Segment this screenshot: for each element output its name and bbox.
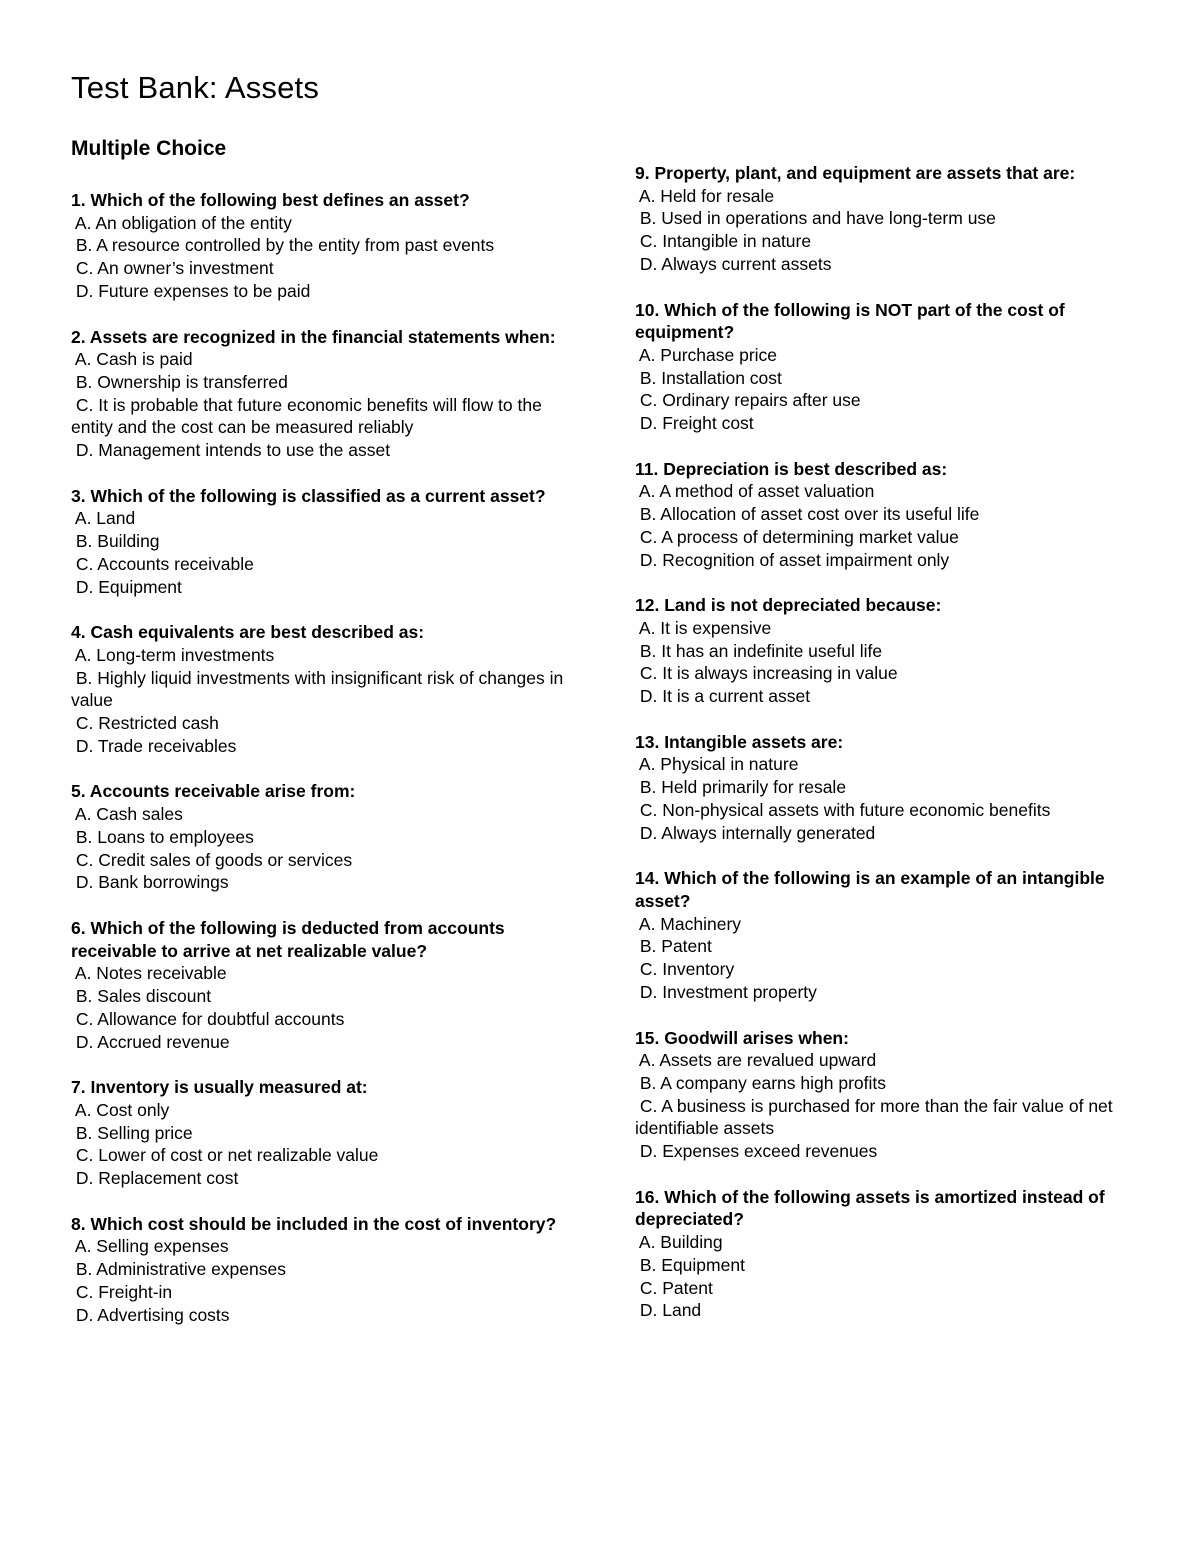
answer-option: D. Equipment (75, 576, 182, 597)
question-block (635, 162, 1130, 276)
answer-option: D. Always current assets (639, 253, 832, 274)
answer-option: B. A resource controlled by the entity from past events (75, 235, 495, 256)
answer-option: A. Long-term investments (74, 644, 275, 665)
answer-option: D. Expenses exceed revenues (639, 1141, 878, 1162)
question-text: 1. Which of the following best defines an asset? (71, 190, 470, 210)
question-text: 11. Depreciation is best described as: (635, 458, 948, 479)
answer-options (71, 212, 566, 303)
answer-option: C. Ordinary repairs after use (639, 390, 861, 411)
question-text: 3. Which of the following is classified as a current asset? (71, 485, 546, 506)
answer-option: B. Patent (639, 936, 712, 957)
question-block (71, 1213, 566, 1327)
answer-option: B. Allocation of asset cost over its useful life (639, 504, 980, 525)
answer-options (71, 644, 566, 758)
question-block (635, 1027, 1130, 1163)
answer-option: C. An owner’s investment (75, 258, 274, 279)
answer-options (635, 913, 1130, 1004)
answer-option: B. Used in operations and have long-term use (639, 208, 996, 229)
answer-option: C. Allowance for doubtful accounts (75, 1008, 345, 1029)
question-block (71, 621, 566, 757)
answer-option: B. Building (75, 531, 160, 552)
right-column (635, 162, 1130, 1345)
answer-option: B. Sales discount (75, 986, 212, 1007)
answer-option: C. A business is purchased for more than the fair value of net identifiable assets (635, 1095, 1113, 1139)
question-block (71, 485, 566, 599)
question-block (71, 189, 566, 303)
answer-option: C. Freight-in (75, 1281, 173, 1302)
answer-options (635, 480, 1130, 571)
answer-options (71, 348, 566, 462)
section-title: Multiple Choice (71, 137, 227, 160)
answer-options (71, 1235, 566, 1326)
answer-option: A. Machinery (638, 913, 742, 934)
left-column (71, 189, 566, 1349)
answer-option: D. Investment property (639, 981, 817, 1002)
question-text: 5. Accounts receivable arise from: (71, 781, 356, 802)
answer-option: B. Selling price (75, 1122, 193, 1143)
question-text: 14. Which of the following is an example of an intangible asset? (635, 868, 1105, 911)
answer-options (635, 753, 1130, 844)
answer-option: D. Advertising costs (75, 1304, 230, 1325)
question-text: 10. Which of the following is NOT part of the cost of equipment? (635, 299, 1065, 343)
answer-option: A. A method of asset valuation (638, 481, 875, 502)
answer-option: B. Held primarily for resale (639, 777, 847, 798)
answer-option: D. Accrued revenue (75, 1031, 230, 1052)
answer-option: A. An obligation of the entity (74, 212, 292, 233)
answer-option: B. A company earns high profits (639, 1072, 886, 1093)
question-block (635, 458, 1130, 572)
question-text: 15. Goodwill arises when: (635, 1027, 849, 1048)
question-block (635, 1186, 1130, 1322)
question-text: 2. Assets are recognized in the financial statements when: (71, 326, 556, 347)
answer-options (635, 344, 1130, 435)
question-text: 13. Intangible assets are: (635, 731, 844, 752)
answer-option: A. Building (638, 1232, 723, 1253)
answer-option: C. Restricted cash (75, 713, 219, 734)
page-title: Test Bank: Assets (71, 70, 320, 105)
question-block (635, 594, 1130, 708)
answer-option: C. A process of determining market value (639, 526, 959, 547)
question-text: 8. Which cost should be included in the cost of inventory? (71, 1213, 557, 1234)
answer-options (71, 962, 566, 1053)
answer-option: D. Bank borrowings (75, 872, 229, 893)
answer-option: C. Accounts receivable (75, 553, 254, 574)
answer-option: A. Assets are revalued upward (638, 1050, 877, 1071)
answer-option: B. Installation cost (639, 367, 782, 388)
answer-options (635, 1049, 1130, 1163)
answer-option: B. It has an indefinite useful life (639, 640, 883, 661)
question-text: 4. Cash equivalents are best described as: (71, 622, 425, 643)
question-block (635, 299, 1130, 435)
answer-option: A. It is expensive (638, 617, 772, 638)
answer-option: D. Management intends to use the asset (75, 440, 391, 461)
answer-option: A. Physical in nature (638, 754, 799, 775)
answer-options (71, 507, 566, 598)
answer-option: D. Recognition of asset impairment only (639, 549, 950, 570)
question-block (71, 917, 566, 1053)
answer-option: C. It is always increasing in value (639, 663, 898, 684)
answer-option: D. It is a current asset (639, 686, 811, 707)
answer-option: D. Trade receivables (75, 735, 237, 756)
answer-option: D. Future expenses to be paid (75, 280, 311, 301)
answer-option: B. Ownership is transferred (75, 371, 288, 392)
question-block (71, 326, 566, 462)
answer-options (635, 617, 1130, 708)
question-text: 12. Land is not depreciated because: (635, 595, 942, 616)
answer-option: A. Purchase price (638, 344, 778, 365)
answer-options (635, 185, 1130, 276)
answer-option: B. Highly liquid investments with insignificant risk of changes in value (71, 667, 564, 711)
answer-option: D. Land (639, 1300, 702, 1321)
question-block (71, 1076, 566, 1190)
answer-option: B. Equipment (639, 1254, 745, 1275)
answer-option: D. Replacement cost (75, 1168, 239, 1189)
question-text: 9. Property, plant, and equipment are assets that are: (635, 163, 1076, 183)
answer-option: C. Lower of cost or net realizable value (75, 1145, 379, 1166)
answer-option: C. Patent (639, 1277, 713, 1298)
answer-option: A. Selling expenses (74, 1236, 229, 1257)
answer-options (635, 1231, 1130, 1322)
question-text: 6. Which of the following is deducted from accounts receivable to arrive at net realizable value? (71, 917, 505, 961)
answer-option: D. Freight cost (639, 413, 754, 434)
answer-options (71, 1099, 566, 1190)
answer-option: A. Cost only (74, 1099, 170, 1120)
question-text: 7. Inventory is usually measured at: (71, 1077, 368, 1098)
answer-option: A. Cash sales (74, 804, 183, 825)
answer-option: C. Intangible in nature (639, 231, 812, 252)
answer-option: B. Administrative expenses (75, 1259, 286, 1280)
question-block (635, 731, 1130, 845)
answer-option: C. It is probable that future economic benefits will flow to the entity and the cost can be measured reliably (71, 394, 542, 438)
answer-option: C. Inventory (639, 959, 735, 980)
answer-option: D. Always internally generated (639, 822, 876, 843)
question-block (635, 867, 1130, 1003)
answer-options (71, 803, 566, 894)
answer-option: C. Credit sales of goods or services (75, 849, 353, 870)
answer-option: A. Notes receivable (74, 963, 227, 984)
answer-option: A. Land (74, 508, 136, 529)
answer-option: A. Held for resale (638, 185, 775, 206)
question-block (71, 780, 566, 894)
answer-option: B. Loans to employees (75, 826, 254, 847)
answer-option: C. Non-physical assets with future economic benefits (639, 799, 1051, 820)
question-text: 16. Which of the following assets is amortized instead of depreciated? (635, 1186, 1105, 1230)
answer-option: A. Cash is paid (74, 349, 193, 370)
